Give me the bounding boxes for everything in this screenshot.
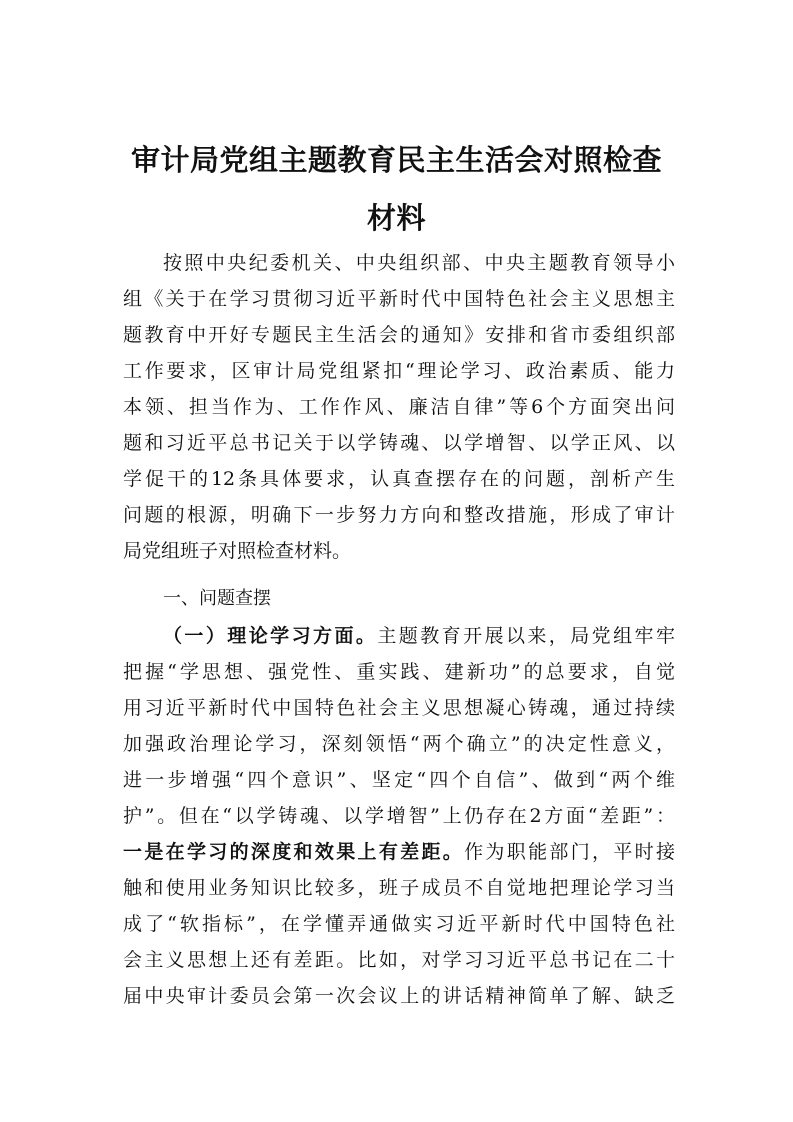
body-line-first [163,620,675,652]
document-title-continued: 材料 [366,201,426,235]
intro-line: 题教育中开好专题民主生活会的通知》安排和省市委组织部 [123,324,675,346]
intro-line: 按照中央纪委机关、中央组织部、中央主题教育领导小 [163,252,675,274]
body-line: 进一步增强“四个意识”、坚定“四个自信”、做到“两个维 [123,769,675,791]
body-line: 会主义思想上还有差距。比如，对学习习近平总书记在二十 [123,949,675,971]
sub-heading: （一）理论学习方面。 [163,625,378,647]
body-text: 主题教育开展以来，局党组牢牢 [377,625,675,647]
document-title: 审计局党组主题教育民主生活会对照检查 [130,143,662,177]
intro-line: 工作要求，区审计局党组紧扣“理论学习、政治素质、能力 [123,360,675,382]
intro-line: 本领、担当作为、工作作风、廉洁自律”等6个方面突出问 [123,396,675,418]
section-heading: 一、问题查摆 [163,588,271,609]
body-line: 成了“软指标”，在学懂弄通做实习近平新时代中国特色社 [123,913,675,935]
body-line: 用习近平新时代中国特色社会主义思想凝心铸魂，通过持续 [123,697,675,719]
body-line: 届中央审计委员会第一次会议上的讲话精神简单了解、缺乏 [123,985,675,1007]
body-line: 触和使用业务知识比较多，班子成员不自觉地把理论学习当 [123,877,675,899]
intro-line: 局党组班子对照检查材料。 [123,540,352,562]
intro-line: 组《关于在学习贯彻习近平新时代中国特色社会主义思想主 [123,288,675,310]
point-one-rest: 作为职能部门，平时接 [464,841,675,863]
intro-line: 学促干的12条具体要求，认真查摆存在的问题，剖析产生 [123,468,675,490]
body-line: 把握“学思想、强党性、重实践、建新功”的总要求，自觉 [123,661,675,683]
body-line: 护”。但在“以学铸魂、以学增智”上仍存在2方面“差距”： [123,805,675,827]
body-line: 加强政治理论学习，深刻领悟“两个确立”的决定性意义， [123,733,675,755]
intro-line: 题和习近平总书记关于以学铸魂、以学增智、以学正风、以 [123,432,675,454]
point-one-bold: 一是在学习的深度和效果上有差距。 [123,841,465,863]
intro-line: 问题的根源，明确下一步努力方向和整改措施，形成了审计 [123,504,675,526]
body-line-point-one [123,836,675,868]
